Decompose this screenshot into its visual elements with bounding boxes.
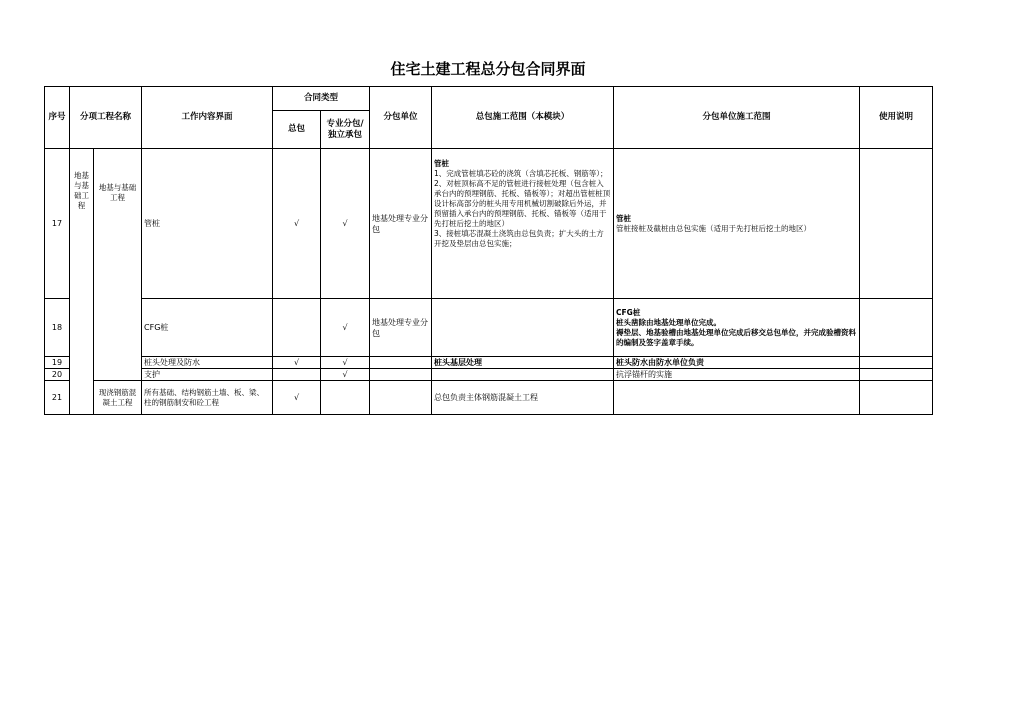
table-row [45, 357, 933, 369]
row-general-scope [432, 299, 614, 357]
row-cat2: 现浇钢筋混凝土工程 [94, 381, 142, 415]
row-sub-scope [614, 149, 860, 299]
row-special-mark: √ [321, 149, 370, 299]
row-seq: 18 [45, 299, 70, 357]
row-special-mark: √ [321, 357, 370, 369]
row-seq: 19 [45, 357, 70, 369]
row-general-mark [273, 299, 321, 357]
row-seq: 20 [45, 369, 70, 381]
row-sub-scope: 抗浮锚杆的实施 [614, 369, 860, 381]
row-sub-scope: 桩头防水由防水单位负责 [614, 357, 860, 369]
row-sub-scope [614, 299, 860, 357]
header-subcontractor: 分包单位 [370, 87, 432, 149]
row-subcontractor [370, 369, 432, 381]
row-general-scope: 桩头基层处理 [432, 357, 614, 369]
row-general-mark [273, 369, 321, 381]
row-seq: 21 [45, 381, 70, 415]
row-scope: 所有基础、结构钢筋土墙、板、梁、柱的钢筋制安和砼工程 [142, 381, 273, 415]
table-row [45, 381, 933, 415]
row-general-mark: √ [273, 381, 321, 415]
row-cat1: 地基与基础工程 [70, 149, 94, 381]
document-title: 住宅土建工程总分包合同界面 [390, 60, 586, 78]
row-scope: CFG桩 [142, 299, 273, 357]
row-notes [860, 381, 933, 415]
row-cat1-empty [70, 381, 94, 415]
row-general-scope [432, 369, 614, 381]
row-general-mark: √ [273, 357, 321, 369]
header-general-scope: 总包施工范围（本模块） [432, 87, 614, 149]
contract-interface-table [44, 86, 933, 415]
header-special: 专业分包/独立承包 [321, 111, 370, 149]
row-sub-scope [614, 381, 860, 415]
row-special-mark: √ [321, 369, 370, 381]
sub-scope-text: 桩头凿除由地基处理单位完成。 褥垫层、地基验槽由地基处理单位完成后移交总包单位，并完成验槽资料的编制及签字盖章手续。 [616, 317, 857, 347]
row-special-mark [321, 381, 370, 415]
header-item: 分项工程名称 [70, 87, 142, 149]
row-general-scope [432, 149, 614, 299]
header-sub-scope: 分包单位施工范围 [614, 87, 860, 149]
row-cat2: 地基与基础工程 [94, 149, 142, 381]
table-row [45, 369, 933, 381]
general-scope-title: 管桩 [434, 159, 450, 168]
table-row [45, 149, 933, 299]
header-general: 总包 [273, 111, 321, 149]
general-scope-text: 1、完成管桩填芯砼的浇筑（含填芯托板、钢筋等）； 2、对桩顶标高不足的管桩进行接桩处理（包含桩入承台内的预埋钢筋、托板、锚板等）；对超出管桩桩顶设计标高部分的桩头用专用机械切割破除后外运，并预留插入承台内的预埋钢筋、托板、锚板等（适用于先打桩后挖土的地区） 3、接桩填芯混凝土浇筑由总包负责；扩大头的土方开挖及垫层由总包实施； [434, 169, 611, 248]
sub-scope-title: 管桩 [616, 213, 632, 223]
row-subcontractor [370, 381, 432, 415]
row-notes [860, 369, 933, 381]
row-subcontractor [370, 357, 432, 369]
header-notes: 使用说明 [860, 87, 933, 149]
sub-scope-text: 管桩接桩及截桩由总包实施（适用于先打桩后挖土的地区） [616, 223, 812, 233]
row-general-scope: 总包负责主体钢筋混凝土工程 [432, 381, 614, 415]
sub-scope-title: CFG桩 [616, 307, 641, 317]
row-general-mark: √ [273, 149, 321, 299]
row-seq: 17 [45, 149, 70, 299]
row-scope: 支护 [142, 369, 273, 381]
header-scope: 工作内容界面 [142, 87, 273, 149]
row-subcontractor: 地基处理专业分包 [370, 149, 432, 299]
table-row [45, 299, 933, 357]
row-scope: 管桩 [142, 149, 273, 299]
row-notes [860, 357, 933, 369]
header-contract-type: 合同类型 [273, 87, 370, 111]
row-subcontractor: 地基处理专业分包 [370, 299, 432, 357]
row-notes [860, 149, 933, 299]
row-scope: 桩头处理及防水 [142, 357, 273, 369]
row-notes [860, 299, 933, 357]
header-seq: 序号 [45, 87, 70, 149]
row-special-mark: √ [321, 299, 370, 357]
